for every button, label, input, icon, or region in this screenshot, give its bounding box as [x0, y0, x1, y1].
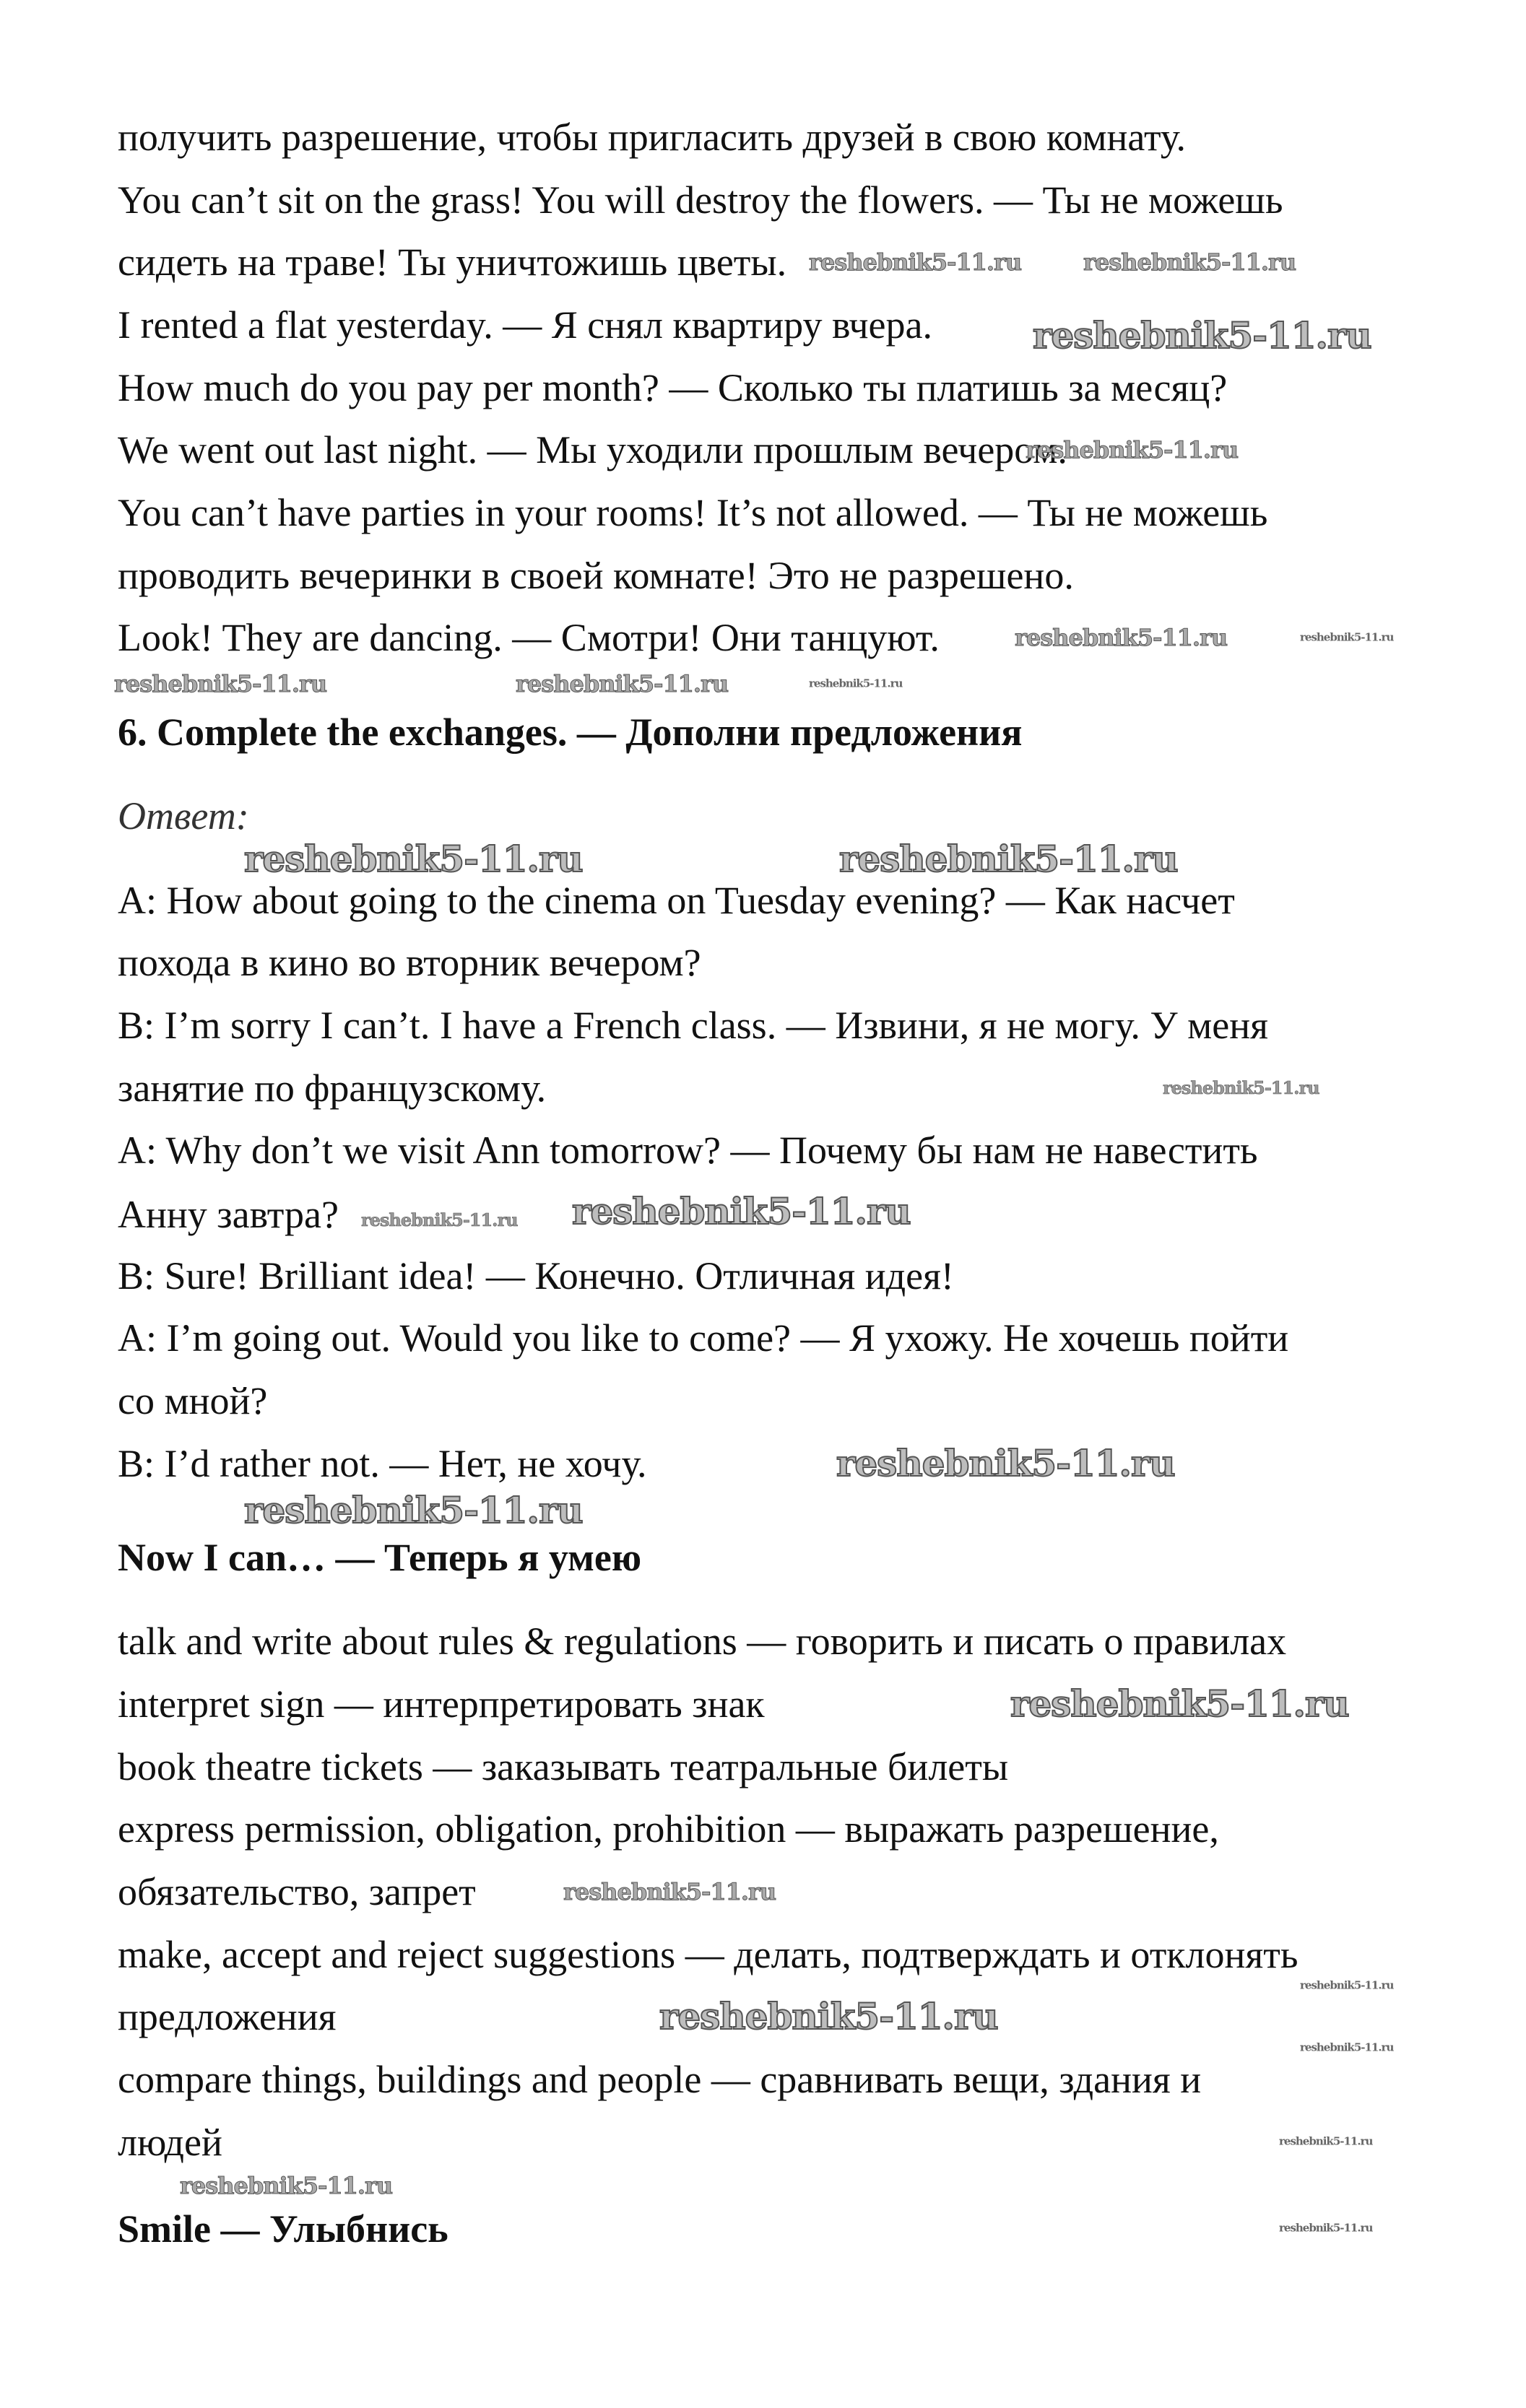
watermark: reshebnik5-11.ru: [1083, 248, 1296, 276]
watermark: reshebnik5-11.ru: [659, 1995, 998, 2038]
watermark: reshebnik5-11.ru: [361, 1209, 518, 1230]
skill-line: make, accept and reject suggestions — делать, подтверждать и отклонять: [118, 1933, 1299, 1976]
watermark: reshebnik5-11.ru: [244, 1489, 583, 1531]
dialogue-line: A: Why don’t we visit Ann tomorrow? — Почему бы нам не навестить: [118, 1129, 1258, 1172]
watermark: reshebnik5-11.ru: [1163, 1077, 1319, 1098]
watermark: reshebnik5-11.ru: [1015, 624, 1228, 651]
watermark: reshebnik5-11.ru: [1279, 2134, 1373, 2148]
watermark: reshebnik5-11.ru: [244, 838, 583, 880]
dialogue-line: Анну завтра?: [118, 1193, 339, 1236]
skill-line: предложения: [118, 1995, 337, 2038]
text-line: сидеть на траве! Ты уничтожишь цветы.: [118, 240, 787, 284]
watermark: reshebnik5-11.ru: [180, 2172, 393, 2199]
dialogue-line: занятие по французскому.: [118, 1066, 547, 1110]
watermark: reshebnik5-11.ru: [1279, 2221, 1373, 2235]
dialogue-line: похода в кино во вторник вечером?: [118, 941, 701, 984]
section-heading: Now I can… — Теперь я умею: [118, 1536, 642, 1579]
section-heading: Smile — Улыбнись: [118, 2207, 448, 2251]
dialogue-line: A: How about going to the cinema on Tuesday evening? — Как насчет: [118, 879, 1235, 922]
watermark: reshebnik5-11.ru: [809, 677, 903, 690]
skill-line: talk and write about rules & regulations — говорить и писать о правилах: [118, 1620, 1287, 1663]
text-line: We went out last night. — Мы уходили прошлым вечером.: [118, 428, 1067, 471]
answer-label: Ответ:: [118, 794, 249, 838]
dialogue-line: B: Sure! Brilliant idea! — Конечно. Отличная идея!: [118, 1254, 954, 1298]
section-heading: 6. Complete the exchanges. — Дополни предложения: [118, 710, 1023, 754]
dialogue-line: B: I’d rather not. — Нет, не хочу.: [118, 1442, 647, 1485]
dialogue-line: A: I’m going out. Would you like to come? — Я ухожу. Не хочешь пойти: [118, 1316, 1289, 1360]
dialogue-line: со мной?: [118, 1379, 268, 1422]
watermark: reshebnik5-11.ru: [839, 838, 1178, 880]
watermark: reshebnik5-11.ru: [563, 1878, 776, 1905]
skill-line: express permission, obligation, prohibition — выражать разрешение,: [118, 1807, 1219, 1851]
watermark: reshebnik5-11.ru: [572, 1190, 911, 1233]
text-line: получить разрешение, чтобы пригласить друзей в свою комнату.: [118, 116, 1186, 159]
skill-line: interpret sign — интерпретировать знак: [118, 1682, 765, 1726]
watermark: reshebnik5-11.ru: [836, 1442, 1175, 1485]
skill-line: compare things, buildings and people — сравнивать вещи, здания и: [118, 2058, 1202, 2101]
text-line: проводить вечеринки в своей комнате! Это не разрешено.: [118, 554, 1074, 597]
watermark: reshebnik5-11.ru: [1300, 1978, 1394, 1992]
watermark: reshebnik5-11.ru: [1300, 2040, 1394, 2054]
skill-line: book theatre tickets — заказывать театральные билеты: [118, 1745, 1009, 1788]
text-line: Look! They are dancing. — Смотри! Они танцуют.: [118, 616, 940, 659]
text-line: You can’t sit on the grass! You will destroy the flowers. — Ты не можешь: [118, 178, 1283, 222]
watermark: reshebnik5-11.ru: [114, 670, 327, 697]
watermark: reshebnik5-11.ru: [1300, 630, 1394, 644]
watermark: reshebnik5-11.ru: [809, 248, 1022, 276]
watermark: reshebnik5-11.ru: [516, 670, 729, 697]
watermark: reshebnik5-11.ru: [1033, 314, 1371, 357]
skill-line: людей: [118, 2121, 222, 2164]
text-line: I rented a flat yesterday. — Я снял квартиру вчера.: [118, 303, 932, 347]
text-line: You can’t have parties in your rooms! It’s not allowed. — Ты не можешь: [118, 491, 1268, 534]
dialogue-line: B: I’m sorry I can’t. I have a French class. — Извини, я не могу. У меня: [118, 1004, 1268, 1047]
skill-line: обязательство, запрет: [118, 1870, 476, 1913]
watermark: reshebnik5-11.ru: [1026, 436, 1239, 464]
watermark: reshebnik5-11.ru: [1010, 1682, 1349, 1725]
text-line: How much do you pay per month? — Сколько ты платишь за месяц?: [118, 366, 1228, 409]
